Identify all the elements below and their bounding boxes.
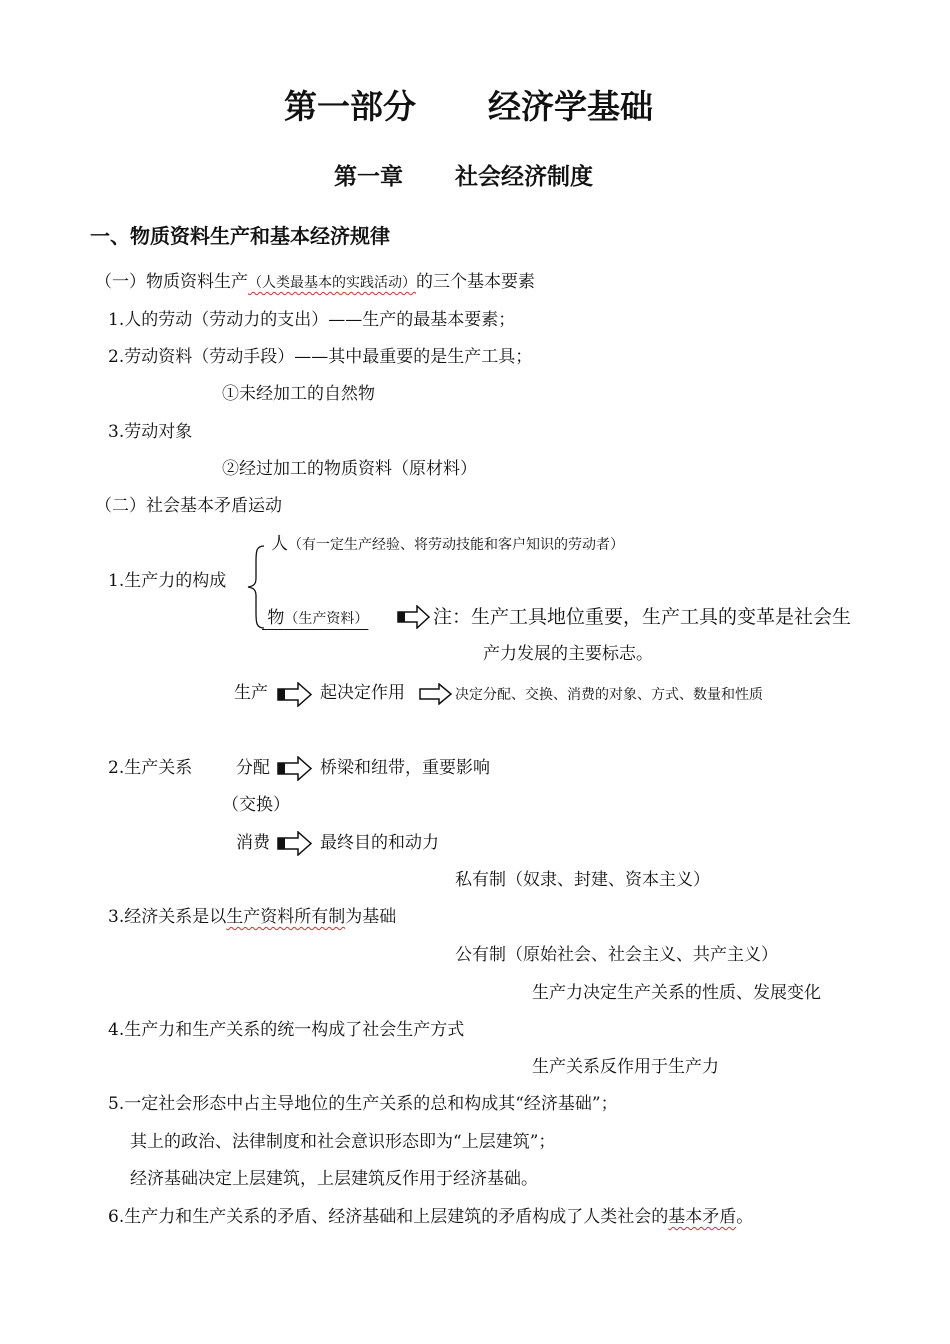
sub1-note-a: ①未经加工的自然物: [222, 384, 375, 404]
pf-decides: 生产力决定生产关系的性质、发展变化: [532, 983, 821, 1003]
sub1-item3: 3.劳动对象: [108, 422, 193, 442]
person-line: [271, 536, 624, 553]
part-prefix: 第一部分: [284, 87, 416, 126]
econ-suffix: 为基础: [345, 907, 397, 927]
arrow-right-icon: [397, 605, 431, 629]
item5-line2: 其上的政治、法律制度和社会意识形态即为“上层建筑”；: [130, 1132, 556, 1152]
react-note: 生产关系反作用于生产力: [532, 1057, 719, 1077]
sub2-heading: （二）社会基本矛盾运动: [95, 496, 282, 516]
item6-prefix: 6.生产力和生产关系的矛盾、经济基础和上层建筑的矛盾构成了人类社会的: [108, 1207, 669, 1227]
person-note: （有一定生产经验、将劳动技能和客户知识的劳动者）: [288, 537, 624, 553]
item5-line3: 经济基础决定上层建筑，上层建筑反作用于经济基础。: [130, 1169, 538, 1189]
production-label: 生产: [234, 683, 268, 703]
part-name: 经济学基础: [488, 87, 653, 126]
consumption-label: 消费: [236, 833, 270, 853]
section-heading: 一、物质资料生产和基本经济规律: [90, 224, 390, 248]
bridge-note: 桥梁和纽带，重要影响: [320, 758, 490, 778]
econ-prefix: 3.经济关系是以: [108, 907, 227, 927]
sub1-heading: [95, 274, 535, 291]
sub1-item1: 1.人的劳动（劳动力的支出）——生产的最基本要素；: [108, 310, 516, 330]
item5-line1: 5.一定社会形态中占主导地位的生产关系的总和构成其“经济基础”；: [108, 1094, 618, 1114]
arrow-right-icon: [277, 682, 313, 707]
sub1-item2: 2.劳动资料（劳动手段）——其中最重要的是生产工具；: [108, 347, 533, 367]
private-ownership: 私有制（奴隶、封建、资本主义）: [455, 870, 710, 890]
econ-relation: [108, 909, 396, 926]
sub1-note-b: ②经过加工的物质资料（原材料）: [222, 459, 477, 479]
decides-note: 决定分配、交换、消费的对象、方式、数量和性质: [455, 687, 763, 703]
note-line1: 注：生产工具地位重要，生产工具的变革是社会生: [433, 606, 852, 628]
chapter-name: 社会经济制度: [455, 164, 593, 190]
part-title: [284, 87, 653, 126]
public-ownership: 公有制（原始社会、社会主义、共产主义）: [455, 945, 778, 965]
exchange-label: （交换）: [222, 795, 290, 815]
chapter-prefix: 第一章: [334, 164, 403, 190]
econ-link: 生产资料所有制: [226, 907, 346, 927]
thing-line: [262, 610, 368, 627]
sub1-prefix: （一）物质资料生产: [95, 272, 248, 292]
item6-link: 基本矛盾: [668, 1207, 737, 1227]
arrow-right-icon: [277, 831, 313, 856]
item6-suffix: 。: [736, 1207, 754, 1227]
thing-note: （生产资料）: [284, 611, 369, 627]
rel-label: 2.生产关系: [108, 758, 193, 778]
pf-label: 1.生产力的构成: [108, 571, 227, 591]
sub1-paren: （人类最基本的实践活动）: [248, 275, 416, 291]
goal-note: 最终目的和动力: [320, 833, 439, 853]
distribution-label: 分配: [236, 758, 270, 778]
note-line2: 产力发展的主要标志。: [483, 644, 653, 664]
person-label: 人: [271, 534, 288, 554]
arrow-right-icon: [277, 756, 313, 781]
chapter-title: [334, 166, 593, 189]
sub1-suffix: 的三个基本要素: [416, 272, 535, 292]
item6: [108, 1209, 753, 1226]
thing-label: 物: [267, 608, 285, 628]
arrow-right-icon: [419, 683, 453, 705]
item4: 4.生产力和生产关系的统一构成了社会生产方式: [108, 1020, 465, 1040]
decisive-label: 起决定作用: [320, 683, 405, 703]
